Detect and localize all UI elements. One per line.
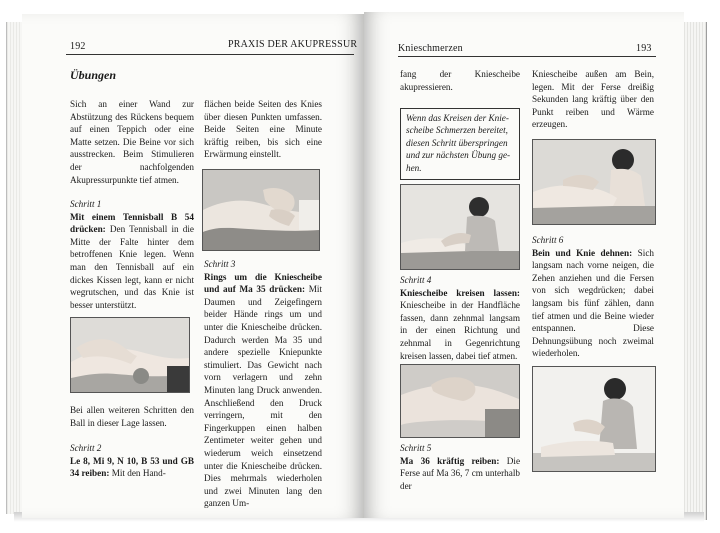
step-label: Schritt 1 bbox=[70, 199, 102, 209]
step-2 bbox=[70, 442, 194, 480]
warning-note bbox=[400, 108, 520, 180]
step-heading: Ma 36 kräftig reiben: bbox=[400, 455, 500, 466]
photo-kneecap-circle bbox=[400, 184, 520, 270]
photo-ma36-rub bbox=[400, 364, 520, 438]
step-text: Sich langsam nach vorne neigen, die Zehen anziehen und die Fersen von sich wegdrücken; dabei langsam bis fünf zählen, dann tief atmen und die Beine wieder entspannen. Diese Dehnungsübung noch zweimal wiederholen. bbox=[532, 247, 654, 359]
step-label: Schritt 3 bbox=[204, 259, 236, 269]
right-page bbox=[364, 12, 684, 518]
photo-knee-rub bbox=[202, 169, 320, 251]
step-label: Schritt 6 bbox=[532, 235, 564, 245]
step-text: Kniescheibe in der Handfläche fassen, dann zehnmal langsam in der einen Richtung und zehnmal in Gegenrichtung kreisen lassen, dabei tief atmen. bbox=[400, 300, 520, 361]
col2-top-text: flächen beide Seiten des Knies über diesen Punkten umfassen. Beide Seiten eine Minute kräftig reiben, bis sich eine Erwärmung einstellt. bbox=[204, 99, 322, 160]
step-4 bbox=[400, 274, 520, 362]
step-1 bbox=[70, 198, 194, 311]
photo-leg-stretch bbox=[532, 366, 656, 472]
after-photo-text: Bei allen weiteren Schritten den Ball in dieser Lage lassen. bbox=[70, 405, 194, 428]
photo-heel-rub bbox=[532, 139, 656, 225]
step-3 bbox=[204, 258, 322, 510]
note-line: Wenn das Kreisen der Knie- bbox=[406, 113, 509, 123]
running-head: Knieschmerzen bbox=[398, 43, 463, 54]
col2-top-text: Kniescheibe außen am Bein, legen. Mit der Ferse dreißig Sekunden lang kräftig über den Punkt reiben und Wärme erzeugen. bbox=[532, 69, 654, 130]
photo-tennisball-knee bbox=[70, 317, 190, 393]
header-rule bbox=[398, 56, 656, 57]
running-head: PRAXIS DER AKUPRESSUR bbox=[228, 39, 358, 50]
step-heading: Kniescheibe kreisen lassen: bbox=[400, 287, 520, 298]
col1-top-text: fang der Kniescheibe akupressieren. bbox=[400, 69, 520, 92]
section-title: Übungen bbox=[70, 68, 117, 82]
step-5 bbox=[400, 442, 520, 492]
right-page-edges bbox=[682, 22, 707, 520]
header-rule bbox=[66, 54, 354, 55]
step-heading: Le 8, Mi 9, N 10, B 53 und GB 34 reiben: bbox=[70, 455, 194, 479]
step-label: Schritt 5 bbox=[400, 443, 432, 453]
step-text: Mit den Hand- bbox=[111, 468, 166, 479]
note-line: hen. bbox=[406, 162, 422, 173]
step-text: Mit Daumen und Zeigefingern beider Hände rings um und unter die Kniescheibe drücken. Dadurch werden Ma 35 und andere spezielle Kniepunkte stimuliert. Das Gewicht nach vorn verlagern und zehn Minuten lang Druck anwenden. Anschließend den Druck verringern, mit den Fingerkuppen einen halben Zentimeter weiter gehen und wiederum weich einsetzend unter die Kniescheibe drücken. Dies mehrmals wiederholen und zwei Minuten lang den ganzen Um- bbox=[204, 284, 322, 509]
step-heading: Rings um die Kniescheibe und auf Ma 35 drücken: bbox=[204, 271, 322, 295]
step-heading: Bein und Knie dehnen: bbox=[532, 247, 633, 258]
page-number: 192 bbox=[70, 41, 86, 52]
note-line: scheibe Schmerzen bereitet, bbox=[406, 125, 508, 136]
step-6 bbox=[532, 234, 654, 360]
step-label: Schritt 4 bbox=[400, 275, 432, 285]
step-text: Die Ferse auf Ma 36, 7 cm unterhalb der bbox=[400, 455, 521, 491]
step-label: Schritt 2 bbox=[70, 443, 102, 453]
left-page bbox=[22, 14, 364, 518]
page-number: 193 bbox=[636, 43, 652, 54]
note-line: und zur nächsten Übung ge- bbox=[406, 150, 511, 161]
step-text: Den Tennisball in die Mitte der Falte hinter dem betroffenen Knie legen. Wenn man den Tennisball auf ein dickes Kissen legt, kann er nicht wegrutschen, und das Knie ist besser unterstützt. bbox=[70, 224, 194, 310]
note-line: diesen Schritt überspringen bbox=[406, 137, 508, 148]
step-heading: Mit einem Tennisball B 54 drücken: bbox=[70, 211, 194, 235]
intro-text: Sich an einer Wand zur Abstützung des Rückens bequem auf einen Teppich oder eine Matte setzen. Die Beine vor sich ausstrecken. Beim Stimulieren der nachfolgenden Akupressurpunkte tief atmen. bbox=[70, 99, 194, 185]
